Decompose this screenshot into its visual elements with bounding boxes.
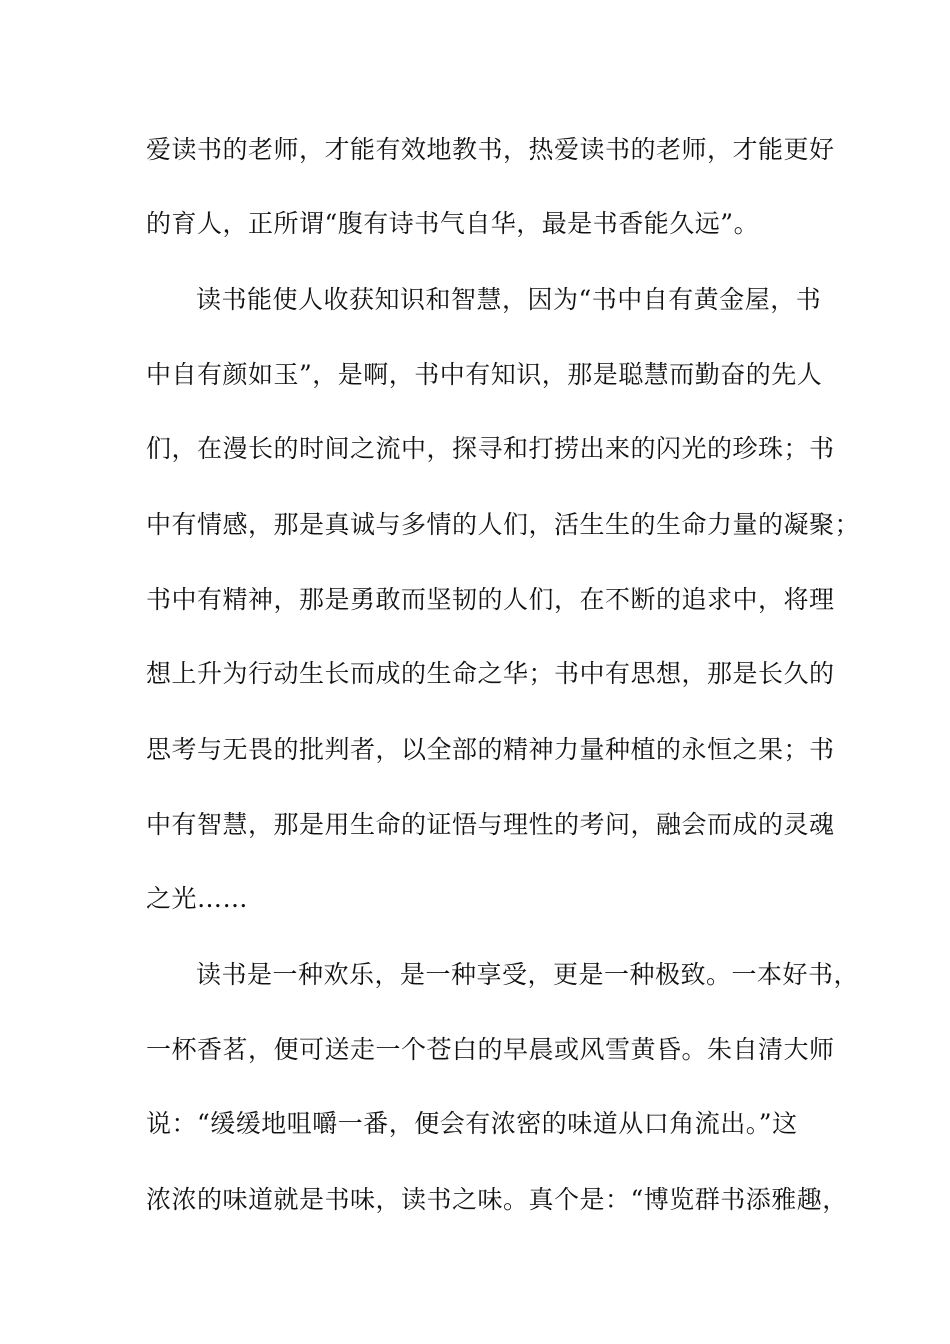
paragraph-start-line: 读书是一种欢乐，是一种享受，更是一种极致。一本好书， — [196, 960, 860, 989]
text-line: 思考与无畏的批判者，以全部的精神力量种植的永恒之果；书 — [146, 735, 835, 764]
text-line: 书中有精神，那是勇敢而坚韧的人们，在不断的追求中，将理 — [146, 585, 835, 614]
text-line: 之光…… — [146, 884, 249, 913]
text-line: 说：“缓缓地咀嚼一番，便会有浓密的味道从口角流出。”这 — [146, 1109, 798, 1138]
text-line: 们，在漫长的时间之流中，探寻和打捞出来的闪光的珍珠；书 — [146, 434, 835, 463]
text-line: 中自有颜如玉”，是啊，书中有知识，那是聪慧而勤奋的先人 — [146, 360, 823, 389]
text-line: 浓浓的味道就是书味，读书之味。真个是：“博览群书添雅趣， — [146, 1185, 848, 1214]
text-line: 爱读书的老师，才能有效地教书，热爱读书的老师，才能更好 — [146, 135, 835, 164]
text-line: 中有智慧，那是用生命的证悟与理性的考问，融会而成的灵魂 — [146, 810, 835, 839]
text-line: 的育人，正所谓“腹有诗书气自华，最是书香能久远”。 — [146, 209, 760, 238]
paragraph-start-line: 读书能使人收获知识和智慧，因为“书中自有黄金屋，书 — [196, 285, 822, 314]
text-line: 想上升为行动生长而成的生命之华；书中有思想，那是长久的 — [146, 659, 835, 688]
text-line: 中有情感，那是真诚与多情的人们，活生生的生命力量的凝聚； — [146, 510, 861, 539]
text-line: 一杯香茗，便可送走一个苍白的早晨或风雪黄昏。朱自清大师 — [146, 1035, 835, 1064]
